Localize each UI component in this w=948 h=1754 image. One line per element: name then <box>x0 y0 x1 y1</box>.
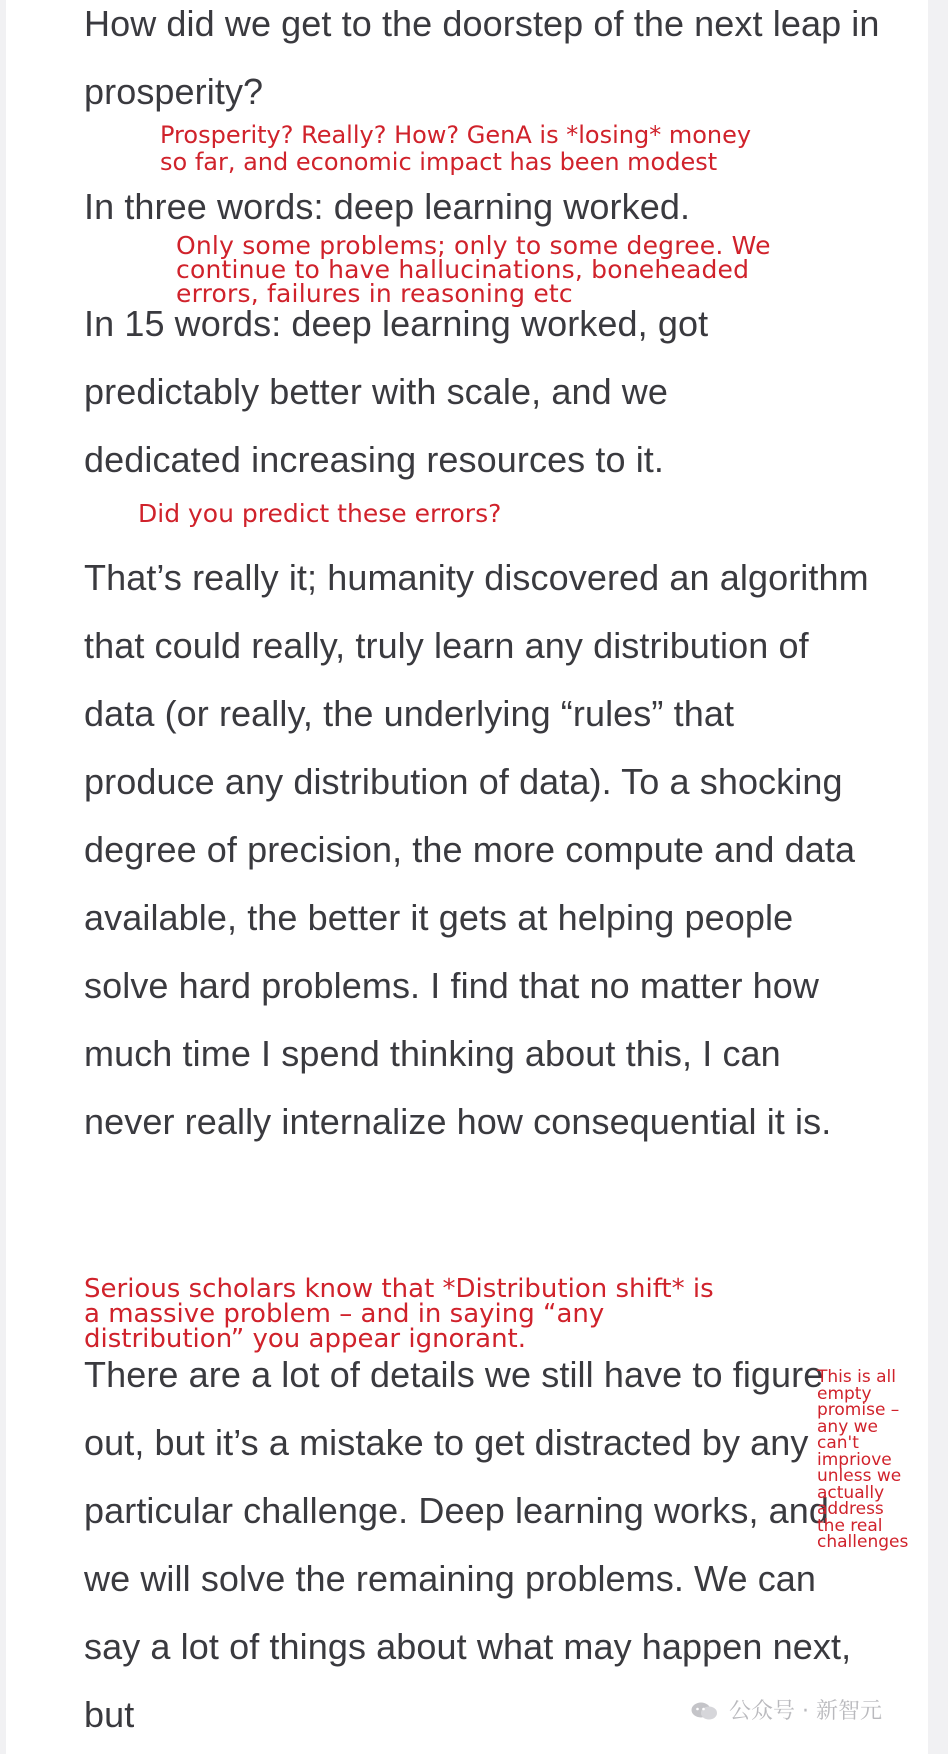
paragraph-three-words: In three words: deep learning worked. <box>84 186 691 227</box>
paragraph-remaining-problems: There are a lot of details we still have to figure out, but it’s a mistake to get distracted by any particular challenge. Deep learning works, and we will solve the remaining problems. We can say a lot of things about what may happen next, but <box>84 1354 852 1735</box>
paragraph-fifteen-words: In 15 words: deep learning worked, got predictably better with scale, and we dedicated increasing resources to it. <box>84 303 709 480</box>
annotation-distribution-shift: Serious scholars know that *Distribution shift* is a massive problem – and in saying “any distribution” you appear ignorant. <box>84 1274 714 1354</box>
watermark <box>690 1694 882 1725</box>
wechat-icon <box>690 1701 718 1721</box>
watermark-text: 公众号 · 新智元 <box>729 1699 882 1724</box>
annotation-only-some-problems: Only some problems; only to some degree. We continue to have hallucinations, boneheaded errors, failures in reasoning etc <box>176 231 771 308</box>
paragraph-deep-learning-worked: That’s really it; humanity discovered an algorithm that could really, truly learn any distribution of data (or really, the underlying “rules” that produce any distribution of data). To a shocking degree of precision, the more compute and data available, the better it gets at helping people solve hard problems. I find that no matter how much time I spend thinking about this, I can never really internalize how consequential it is. <box>84 557 869 1142</box>
paragraph-doorstep: How did we get to the doorstep of the next leap in prosperity? <box>84 3 880 112</box>
annotation-predict-errors: Did you predict these errors? <box>138 499 502 528</box>
annotation-prosperity: Prosperity? Really? How? GenA is *losing* money so far, and economic impact has been modest <box>160 121 752 176</box>
article-page <box>6 0 928 1754</box>
annotation-empty-promise: This is all empty promise – any we can't impriove unless we actually address the real challenges <box>817 1367 909 1552</box>
